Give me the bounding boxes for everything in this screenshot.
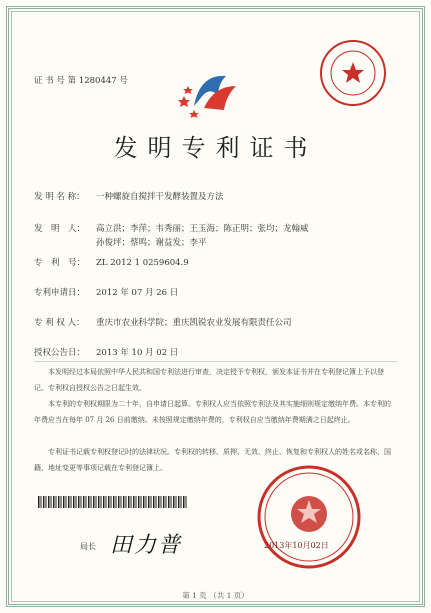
invention-name-value: 一种螺旋自搅拌干发酵装置及方法 [96, 192, 224, 202]
grant-date-value: 2013 年 10 月 02 日 [96, 348, 179, 358]
grant-date-label: 授权公告日： [34, 348, 86, 358]
filing-date-label: 专利申请日： [34, 288, 86, 298]
inventors-row [34, 222, 326, 250]
inventors-line-2: 孙俊坪；蔡鸣；谢益发；李平 [96, 238, 207, 248]
patent-office-logo-icon [174, 66, 246, 118]
inventors-value [96, 222, 326, 250]
patent-number-label: 专 利 号： [34, 258, 86, 268]
certificate-number-suffix: 号 [119, 76, 128, 86]
invention-name-row [34, 190, 224, 204]
patent-number-value: ZL 2012 1 0259604.9 [96, 258, 189, 268]
certificate-number [34, 74, 128, 86]
barcode-icon [38, 496, 188, 508]
seal-date: 2013年10月02日 [264, 541, 329, 550]
body-paragraph-1: 本发明经过本局依照中华人民共和国专利法进行审查，决定授予专利权，颁发本证书并在专利登记簿上予以登记。专利权自授权公告之日起生效。 [34, 368, 384, 392]
owner-value: 重庆市农业科学院；重庆凯锐农业发展有限责任公司 [96, 318, 292, 328]
page-footer: 第 1 页 （共 1 页） [182, 591, 249, 600]
director-label: 局长 [80, 542, 96, 551]
body-paragraph-3: 专利证书记载专利权登记时的法律状况。专利权的转移、质押、无效、终止、恢复和专利权人的姓名或名称、国籍、地址变更等事项记载在专利登记簿上。 [34, 448, 391, 472]
filing-date-value: 2012 年 07 月 26 日 [96, 288, 179, 298]
director-signature: 田力普 [110, 533, 183, 558]
owner-label: 专 利 权 人： [34, 318, 85, 328]
patent-number-row [34, 256, 189, 270]
certificate-number-label: 证 书 号 第 [34, 76, 77, 86]
page-title: 发明专利证书 [113, 134, 318, 162]
inventors-label: 发 明 人： [34, 224, 86, 234]
registration-stamp-icon [318, 38, 388, 108]
filing-date-row [34, 286, 178, 300]
inventors-line-1: 高立洪；李萍；韦秀丽；王玉海；陈正明；张均；龙翰威 [96, 224, 309, 234]
divider [34, 361, 397, 362]
invention-name-label: 发 明 名 称： [34, 192, 85, 202]
grant-date-row [34, 346, 178, 360]
certificate-number-value: 1280447 [78, 76, 117, 86]
owner-row [34, 316, 292, 330]
body-paragraph-2: 本专利的专利权期限为二十年，自申请日起算。专利权人应当依照专利法及其实施细则规定缴纳年费。本专利的年费应当在每年 07 月 26 日前缴纳。未按照规定缴纳年费的，专利权自应当缴纳年费期满之日起终止。 [34, 400, 391, 424]
official-seal-icon [254, 462, 364, 572]
